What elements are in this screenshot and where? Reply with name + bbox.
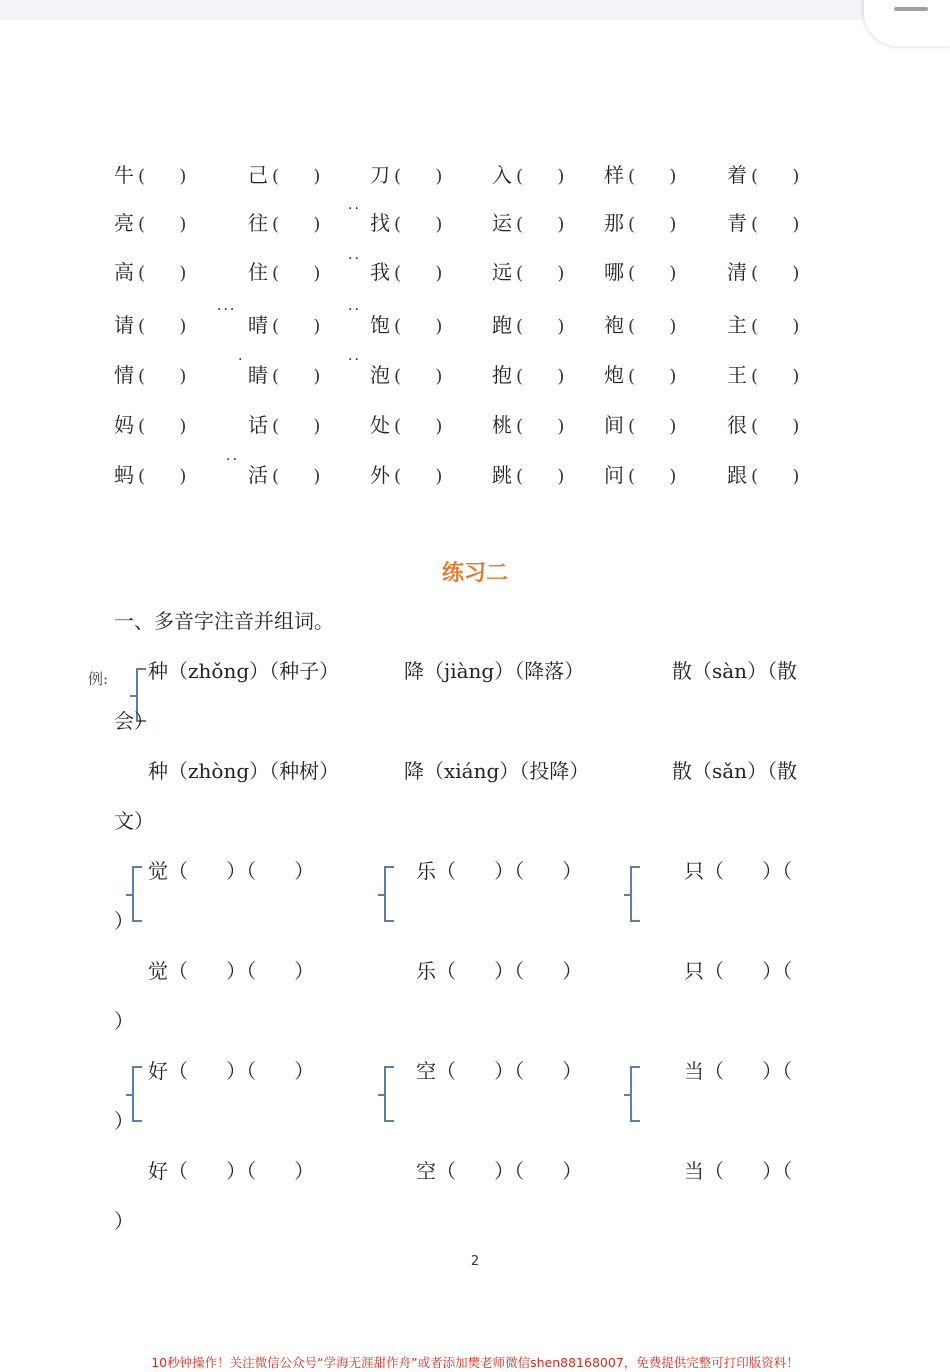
grid-cell [370,155,442,197]
grid-char: 跑 [492,313,512,337]
pinyin-blank[interactable]: ( ) [516,214,565,235]
grid-cell [727,405,799,447]
grid-char: 我 [370,260,390,284]
grid-row [0,305,950,345]
pinyin-blank[interactable]: ( ) [516,316,565,337]
instruction: 一、多音字注音并组词。 [114,609,334,633]
grid-cell [248,203,320,245]
grid-row [0,355,950,395]
grid-cell [114,455,186,497]
pinyin-blank[interactable]: ( ) [751,263,800,284]
grid-row [0,247,950,292]
pinyin-blank[interactable]: ( ) [628,416,677,437]
grid-char: 王 [727,363,747,387]
grid-char: 住 [248,260,268,284]
pinyin-blank[interactable]: ( ) [394,316,443,337]
grid-char: 饱 [370,313,390,337]
grid-char: 间 [604,413,624,437]
pinyin-blank[interactable]: ( ) [138,466,187,487]
grid-cell [370,203,442,245]
exercise-char: 乐 [416,959,436,983]
grid-char: 炮 [604,363,624,387]
wrap-paren: ） [114,1009,134,1033]
pinyin-blank[interactable]: ( ) [272,466,321,487]
example-row2-c: 散（sǎn）（散 [672,759,798,783]
grid-char: 蚂 [114,463,134,487]
grid-char: 高 [114,260,134,284]
grid-char: 哪 [604,260,624,284]
grid-char: 亮 [114,211,134,235]
example-row1-b: 降（jiàng）（降落） [404,659,585,683]
grid-cell [114,252,186,294]
grid-cell [248,455,320,497]
grid-char: 处 [370,413,390,437]
answer-blanks[interactable]: （ ）（ ） [436,1059,583,1083]
exercise-char: 空 [416,1059,436,1083]
brace [630,866,640,922]
grid-char: 睛 [248,363,268,387]
grid-char: 己 [248,163,268,187]
grid-cell [114,405,186,447]
pinyin-blank[interactable]: ( ) [138,416,187,437]
grid-cell [492,455,564,497]
grid-cell [492,355,564,397]
grid-char: 跳 [492,463,512,487]
grid-char: 袍 [604,313,624,337]
pinyin-blank[interactable]: ( ) [628,166,677,187]
section-title: 练习二 [441,561,508,586]
grid-char: 问 [604,463,624,487]
exercise-char: 好 [148,1059,168,1083]
pinyin-blank[interactable]: ( ) [751,214,800,235]
wrap-paren: ） [114,1209,134,1233]
grid-cell [370,305,442,347]
brace [384,1066,394,1122]
exercise-char: 乐 [416,859,436,883]
exercise-char: 当 [684,1059,704,1083]
emphasis-dots: .. [226,448,239,464]
pinyin-blank[interactable]: ( ) [628,366,677,387]
pinyin-blank[interactable]: ( ) [751,316,800,337]
grid-row [0,155,950,195]
menu-tab[interactable] [864,0,950,46]
emphasis-dots: ... [217,298,237,314]
pinyin-blank[interactable]: ( ) [751,416,800,437]
grid-cell [492,203,564,245]
grid-cell [727,355,799,397]
grid-char: 样 [604,163,624,187]
example-row2-wrap: 文） [114,809,154,833]
grid-char: 主 [727,313,747,337]
wrap-paren: ） [114,909,134,933]
pinyin-blank[interactable]: ( ) [138,366,187,387]
pinyin-blank[interactable]: ( ) [394,263,443,284]
exercise-char: 空 [416,1159,436,1183]
grid-char: 运 [492,211,512,235]
grid-cell [492,405,564,447]
grid-cell [727,455,799,497]
example-row1-a: 种（zhǒng）（种子） [148,659,340,683]
grid-cell [492,305,564,347]
grid-cell [370,252,442,294]
grid-cell [604,252,676,294]
emphasis-dots: . [238,348,245,364]
emphasis-dots: .. [348,197,361,213]
grid-cell [727,252,799,294]
exercise-char: 只 [684,859,704,883]
grid-cell [248,405,320,447]
example-row2-a: 种（zhòng）（种树） [148,759,340,783]
grid-char: 牛 [114,163,134,187]
grid-char: 青 [727,211,747,235]
grid-char: 活 [248,463,268,487]
exercise-char: 只 [684,959,704,983]
grid-char: 入 [492,163,512,187]
grid-char: 话 [248,413,268,437]
grid-char: 抱 [492,363,512,387]
pinyin-blank[interactable]: ( ) [394,214,443,235]
exercise-char: 觉 [148,859,168,883]
answer-blanks[interactable]: （ ）（ [704,959,793,983]
wrap-paren: ） [114,1109,134,1133]
pinyin-blank[interactable]: ( ) [138,214,187,235]
page-number: 2 [470,1254,480,1269]
grid-char: 情 [114,363,134,387]
answer-blanks[interactable]: （ ）（ ） [436,959,583,983]
grid-char: 那 [604,211,624,235]
pinyin-blank[interactable]: ( ) [272,214,321,235]
pinyin-blank[interactable]: ( ) [751,466,800,487]
brace [384,866,394,922]
pinyin-blank[interactable]: ( ) [394,466,443,487]
grid-char: 着 [727,163,747,187]
grid-char: 清 [727,260,747,284]
example-row2-b: 降（xiáng）（投降） [404,759,590,783]
answer-blanks[interactable]: （ ）（ ） [436,1159,583,1183]
example-row1-wrap: 会） [114,709,154,733]
emphasis-dots: .. [348,298,361,314]
grid-cell [248,305,320,347]
pinyin-blank[interactable]: ( ) [628,263,677,284]
grid-cell [248,252,320,294]
grid-char: 远 [492,260,512,284]
pinyin-blank[interactable]: ( ) [272,166,321,187]
pinyin-blank[interactable]: ( ) [138,263,187,284]
pinyin-blank[interactable]: ( ) [516,366,565,387]
grid-cell [114,305,186,347]
pinyin-blank[interactable]: ( ) [272,366,321,387]
grid-char: 往 [248,211,268,235]
pinyin-blank[interactable]: ( ) [628,214,677,235]
answer-blanks[interactable]: （ ）（ ） [168,959,315,983]
answer-blanks[interactable]: （ ）（ ） [168,1159,315,1183]
grid-char: 刀 [370,163,390,187]
emphasis-dots: .. [348,348,361,364]
grid-char: 外 [370,463,390,487]
grid-row [0,203,950,243]
grid-cell [114,203,186,245]
pinyin-blank[interactable]: ( ) [516,166,565,187]
grid-cell [370,405,442,447]
grid-char: 晴 [248,313,268,337]
grid-cell [727,155,799,197]
pinyin-blank[interactable]: ( ) [272,316,321,337]
answer-blanks[interactable]: （ ）（ ） [168,859,315,883]
grid-char: 泡 [370,363,390,387]
answer-blanks[interactable]: （ ）（ ） [168,1059,315,1083]
grid-char: 妈 [114,413,134,437]
example-label: 例: [88,670,109,688]
grid-char: 跟 [727,463,747,487]
pinyin-blank[interactable]: ( ) [516,466,565,487]
pinyin-blank[interactable]: ( ) [394,416,443,437]
grid-cell [604,455,676,497]
answer-blanks[interactable]: （ ）（ [704,1059,793,1083]
menu-icon[interactable] [894,7,928,11]
grid-row [0,405,950,445]
pinyin-blank[interactable]: ( ) [138,316,187,337]
pinyin-blank[interactable]: ( ) [394,166,443,187]
answer-blanks[interactable]: （ ）（ [704,1159,793,1183]
pinyin-blank[interactable]: ( ) [516,416,565,437]
grid-cell [492,252,564,294]
pinyin-blank[interactable]: ( ) [272,263,321,284]
pinyin-blank[interactable]: ( ) [138,166,187,187]
grid-cell [604,305,676,347]
pinyin-blank[interactable]: ( ) [394,366,443,387]
grid-row [0,455,950,495]
grid-cell [604,155,676,197]
grid-cell [604,405,676,447]
grid-cell [727,203,799,245]
pinyin-blank[interactable]: ( ) [516,263,565,284]
grid-cell [248,155,320,197]
footer-notice: 10秒钟操作！关注微信公众号“学海无涯甜作舟”或者添加樊老师微信shen88168007，免费提供完整可打印版资料！ [151,1355,799,1370]
grid-cell [604,203,676,245]
grid-cell [114,155,186,197]
exercise-char: 觉 [148,959,168,983]
grid-cell [370,455,442,497]
exercise-char: 好 [148,1159,168,1183]
grid-char: 找 [370,211,390,235]
pinyin-blank[interactable]: ( ) [628,466,677,487]
answer-blanks[interactable]: （ ）（ ） [436,859,583,883]
grid-cell [604,355,676,397]
example-row1-c: 散（sàn）（散 [672,659,798,683]
emphasis-dots: .. [348,247,361,263]
pinyin-blank[interactable]: ( ) [751,366,800,387]
viewer-top-bar [0,0,950,20]
answer-blanks[interactable]: （ ）（ [704,859,793,883]
brace [630,1066,640,1122]
exercise-char: 当 [684,1159,704,1183]
grid-char: 请 [114,313,134,337]
grid-cell [248,355,320,397]
grid-cell [370,355,442,397]
grid-char: 很 [727,413,747,437]
pinyin-blank[interactable]: ( ) [272,416,321,437]
pinyin-blank[interactable]: ( ) [751,166,800,187]
pinyin-blank[interactable]: ( ) [628,316,677,337]
grid-cell [492,155,564,197]
grid-cell [114,355,186,397]
grid-cell [727,305,799,347]
grid-char: 桃 [492,413,512,437]
